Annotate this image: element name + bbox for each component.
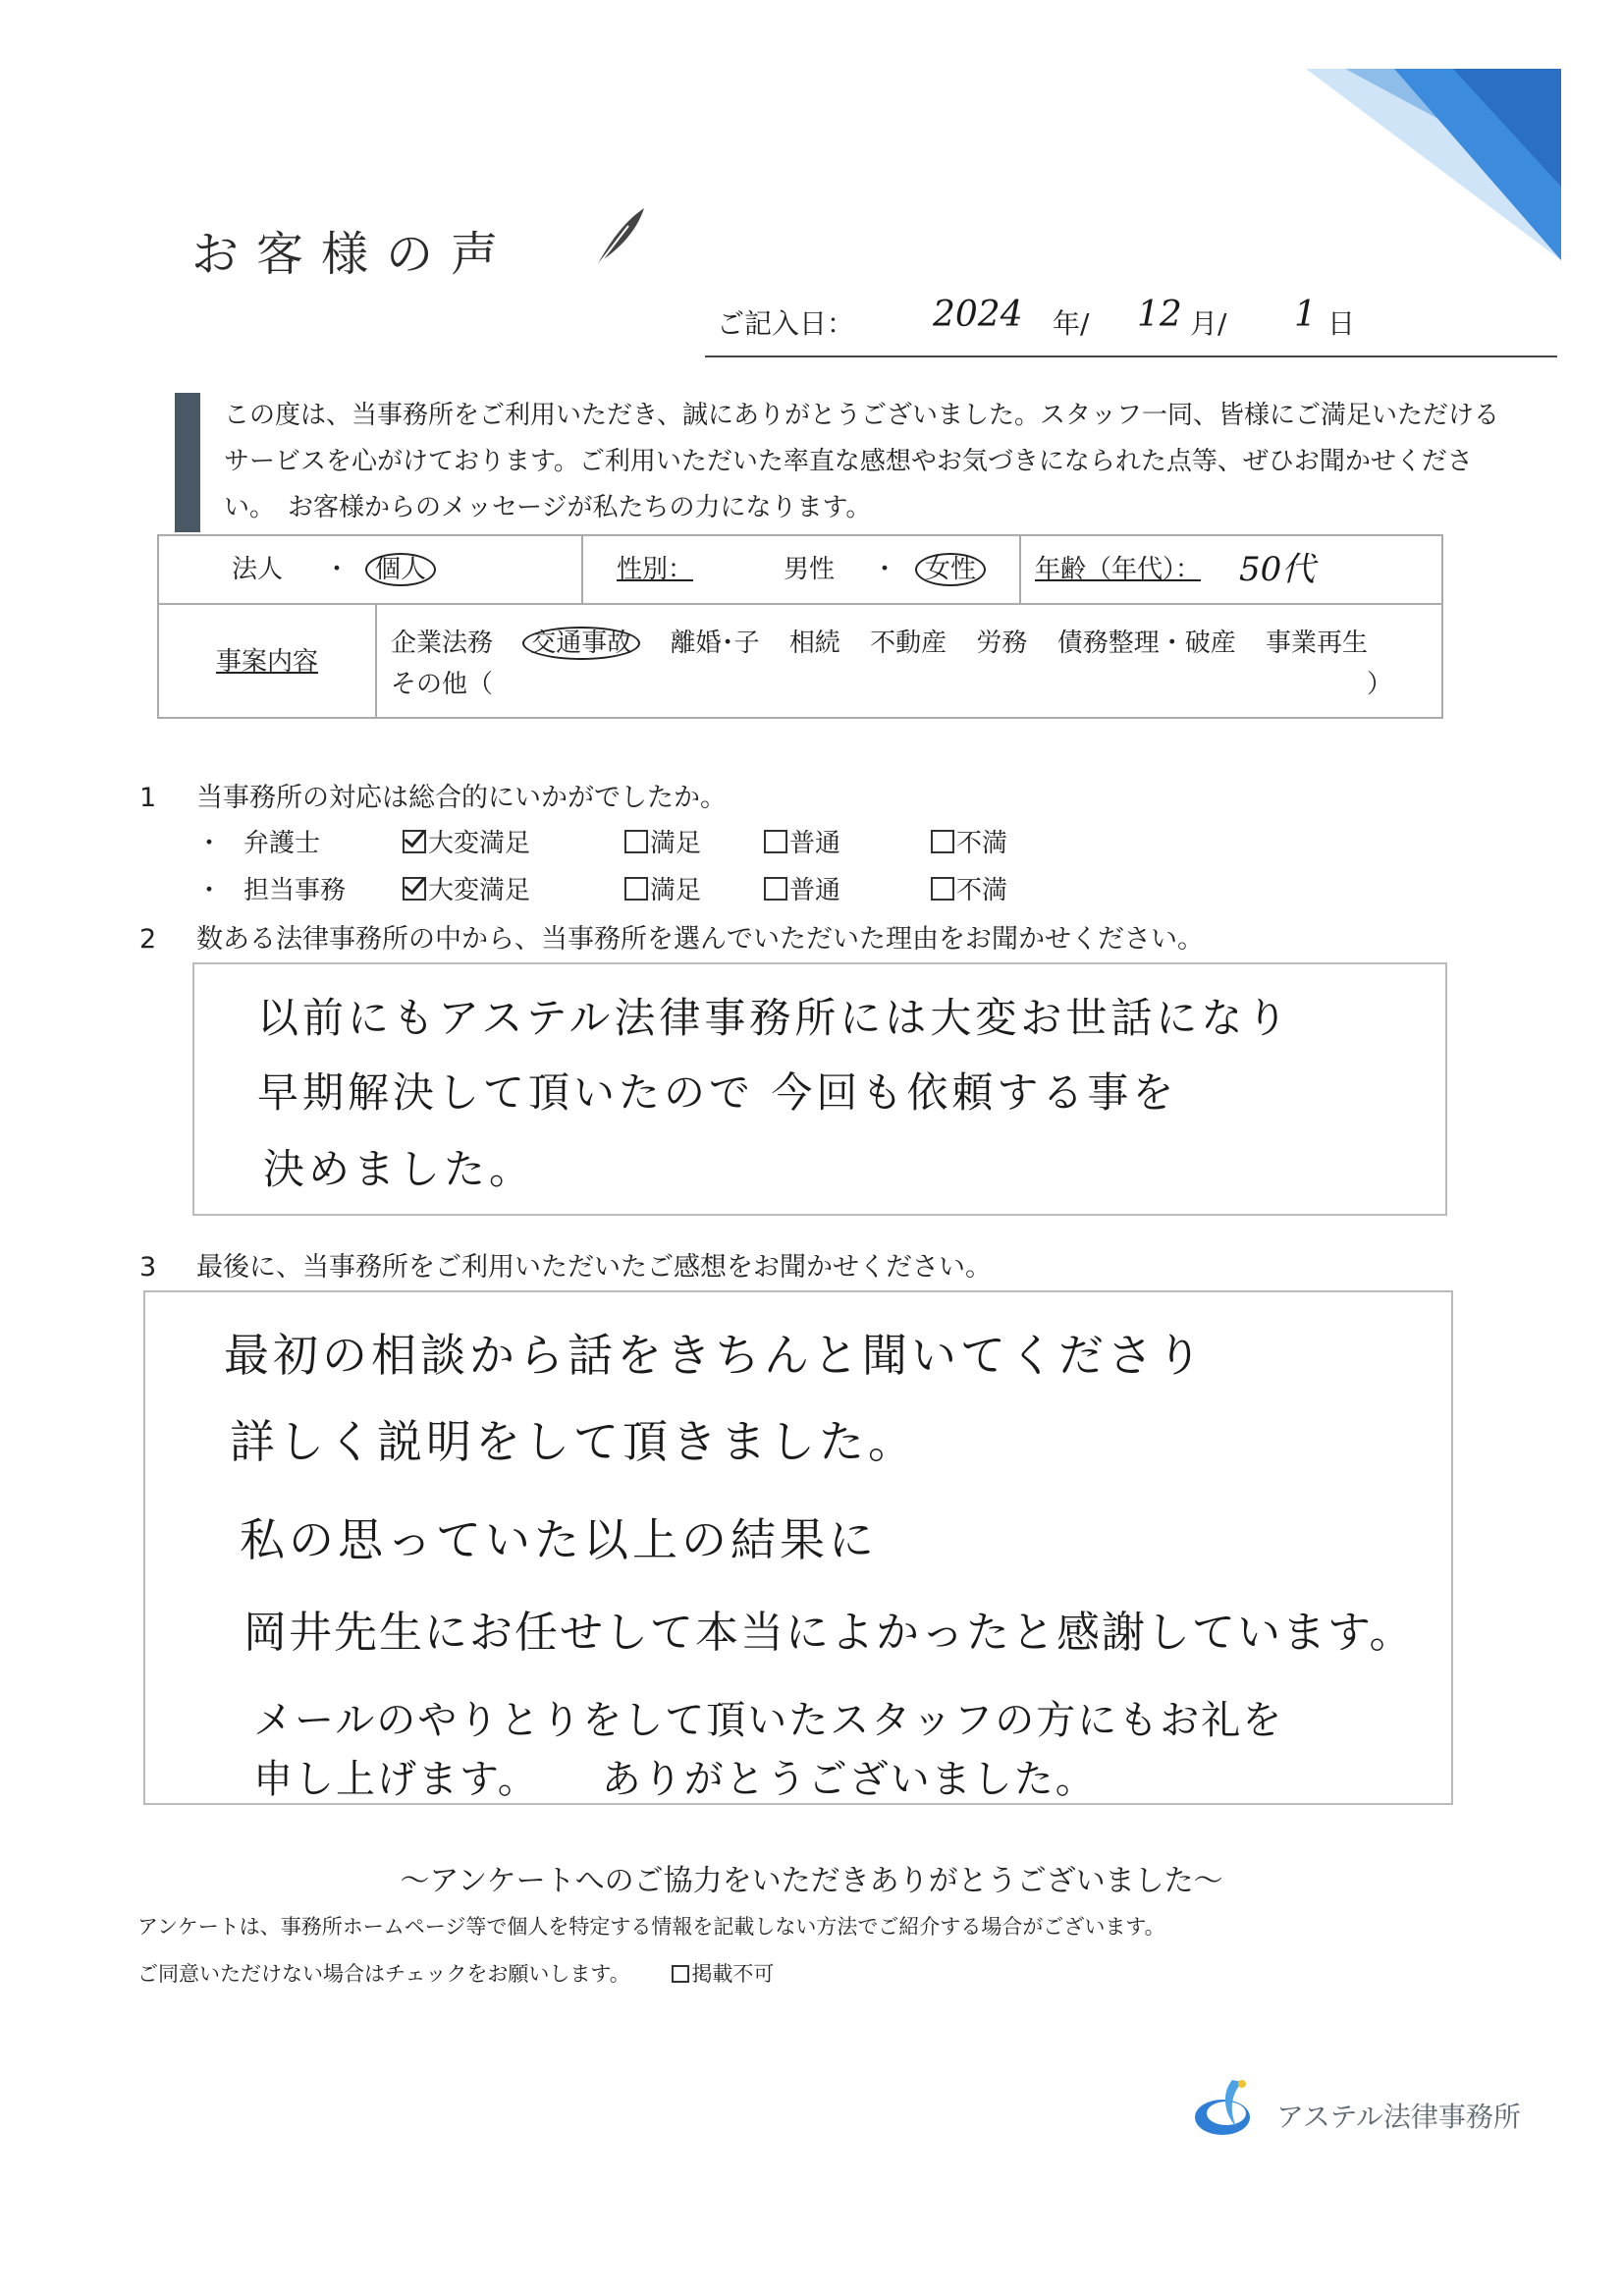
date-label: ご記入日： <box>717 307 855 340</box>
answer-line: 私の思っていた以上の結果に <box>240 1513 878 1566</box>
checkbox[interactable] <box>931 830 954 853</box>
case-debt[interactable]: 債務整理・破産 <box>1056 629 1236 658</box>
date-day-unit: 日 <box>1327 307 1356 340</box>
divider <box>1019 536 1021 603</box>
rating-dissatisfied[interactable] <box>931 870 1007 906</box>
rating-row-staff <box>196 870 1080 905</box>
date-underline <box>705 355 1557 357</box>
option-label: 不満 <box>956 876 1008 905</box>
case-corporate[interactable]: 企業法務 <box>391 629 494 658</box>
case-type-label: 事案内容 <box>215 647 318 677</box>
logo-icon <box>1193 2072 1262 2141</box>
rating-dissatisfied[interactable] <box>931 823 1007 859</box>
rating-satisfied[interactable] <box>624 823 701 859</box>
answer-line: 最初の相談から話をきちんと聞いてくださり <box>224 1329 1206 1382</box>
answer-line: 岡井先生にお任せして本当によかったと感謝しています。 <box>243 1608 1415 1658</box>
question-1 <box>139 776 727 814</box>
question-2-text: 数ある法律事務所の中から、当事務所を選んでいただいた理由をお聞かせください。 <box>196 924 1204 955</box>
info-table <box>157 534 1443 719</box>
option-label: 普通 <box>789 829 841 858</box>
option-label: 普通 <box>789 876 841 905</box>
age-label: 年齢（年代）： <box>1035 555 1202 584</box>
male-option[interactable]: 男性 <box>784 555 836 584</box>
no-publish-label: 掲載不可 <box>691 1962 775 1986</box>
date-year[interactable]: 2024 <box>933 295 1023 335</box>
rating-very-satisfied[interactable] <box>403 823 530 859</box>
answer-box-q3[interactable] <box>143 1290 1453 1805</box>
case-business-rehab[interactable]: 事業再生 <box>1265 629 1368 658</box>
date-day[interactable]: 1 <box>1294 295 1317 335</box>
thanks-message: 〜アンケートへのご協力をいただきありがとうございました〜 <box>400 1864 1223 1898</box>
bullet: ・ <box>196 829 223 858</box>
checkbox[interactable] <box>931 877 954 901</box>
case-inheritance[interactable]: 相続 <box>788 629 840 658</box>
date-month-unit: 月/ <box>1190 307 1227 340</box>
checkbox[interactable] <box>764 830 787 853</box>
checkbox[interactable] <box>624 830 648 853</box>
female-option-label: 女性 <box>915 553 986 586</box>
info-row-top <box>159 536 1441 605</box>
answer-line: 以前にもアステル法律事務所には大変お世話になり <box>257 994 1292 1042</box>
question-3 <box>139 1245 992 1284</box>
publication-note: アンケートは、事務所ホームページ等で個人を特定する情報を記載しない方法でご紹介する場合がございます。 <box>137 1915 1165 1939</box>
answer-line: 詳しく説明をして頂きました。 <box>230 1415 917 1468</box>
no-publish-option[interactable] <box>672 1962 774 1986</box>
checkbox[interactable] <box>624 877 648 901</box>
rating-satisfied[interactable] <box>624 870 701 906</box>
checkbox-checked[interactable] <box>403 877 426 901</box>
divider <box>375 603 377 719</box>
case-other[interactable] <box>391 664 1392 700</box>
question-3-number: 3 <box>139 1252 157 1283</box>
date-month[interactable]: 12 <box>1137 295 1182 335</box>
question-1-text: 当事務所の対応は総合的にいかがでしたか。 <box>196 783 727 813</box>
case-type-options <box>391 623 1422 659</box>
case-other-close: ） <box>1366 670 1392 699</box>
consent-note-text: ご同意いただけない場合はチェックをお願いします。 <box>137 1962 630 1986</box>
option-label: 大変満足 <box>428 876 531 905</box>
case-labor[interactable]: 労務 <box>976 629 1028 658</box>
individual-option[interactable] <box>365 536 436 603</box>
corner-decoration <box>1276 69 1561 265</box>
rating-row-label: 担当事務 <box>243 876 347 905</box>
separator-dot: ・ <box>324 555 351 584</box>
page-title: お客様の声 <box>191 227 516 282</box>
question-3-text: 最後に、当事務所をご利用いただいたご感想をお聞かせください。 <box>196 1252 992 1283</box>
case-divorce[interactable]: 離婚･子 <box>670 629 760 658</box>
female-option[interactable] <box>915 536 986 603</box>
option-label: 満足 <box>650 829 702 858</box>
option-label: 大変満足 <box>428 829 531 858</box>
answer-line: 決めました。 <box>263 1145 535 1193</box>
rating-row-lawyer <box>196 823 1080 858</box>
corp-option[interactable]: 法人 <box>232 555 284 584</box>
age-value[interactable]: 50代 <box>1239 550 1316 589</box>
bullet: ・ <box>196 876 223 905</box>
case-other-open: その他（ <box>391 670 494 699</box>
checkbox-checked[interactable] <box>403 830 426 853</box>
rating-row-label: 弁護士 <box>243 829 321 858</box>
option-label: 不満 <box>956 829 1008 858</box>
gender-label: 性別： <box>617 555 694 584</box>
option-label: 満足 <box>650 876 702 905</box>
divider <box>581 536 583 603</box>
rating-normal[interactable] <box>764 823 840 859</box>
consent-note <box>137 1958 774 1988</box>
separator-dot: ・ <box>872 555 898 584</box>
case-real-estate[interactable]: 不動産 <box>870 629 947 658</box>
answer-box-q2[interactable] <box>192 962 1447 1216</box>
intro-accent-bar <box>175 393 200 532</box>
logo-name: アステル法律事務所 <box>1276 2101 1521 2133</box>
question-2 <box>139 917 1204 956</box>
checkbox[interactable] <box>672 1965 689 1983</box>
date-year-unit: 年/ <box>1053 307 1090 340</box>
question-2-number: 2 <box>139 924 157 955</box>
feather-icon <box>589 204 648 273</box>
rating-very-satisfied[interactable] <box>403 870 530 906</box>
checkbox[interactable] <box>764 877 787 901</box>
answer-line: 早期解決して頂いたので 今回も依頼する事を <box>257 1068 1178 1117</box>
intro-text: この度は、当事務所をご利用いただき、誠にありがとうございました。スタッフ一同、皆様にご満足いただけるサービスを心がけております。ご利用いただいた率直な感想やお気づきになられた点等、ぜひお聞かせください。 お客様からのメッセージが私たちの力になります。 <box>224 401 1499 522</box>
rating-normal[interactable] <box>764 870 840 906</box>
answer-line: 申し上げます。 ありがとうございました。 <box>253 1757 1097 1802</box>
question-1-number: 1 <box>139 783 157 813</box>
case-traffic-accident[interactable]: 交通事故 <box>522 627 640 660</box>
individual-option-label: 個人 <box>365 553 436 586</box>
answer-line: メールのやりとりをして頂いたスタッフの方にもお礼を <box>253 1698 1284 1743</box>
